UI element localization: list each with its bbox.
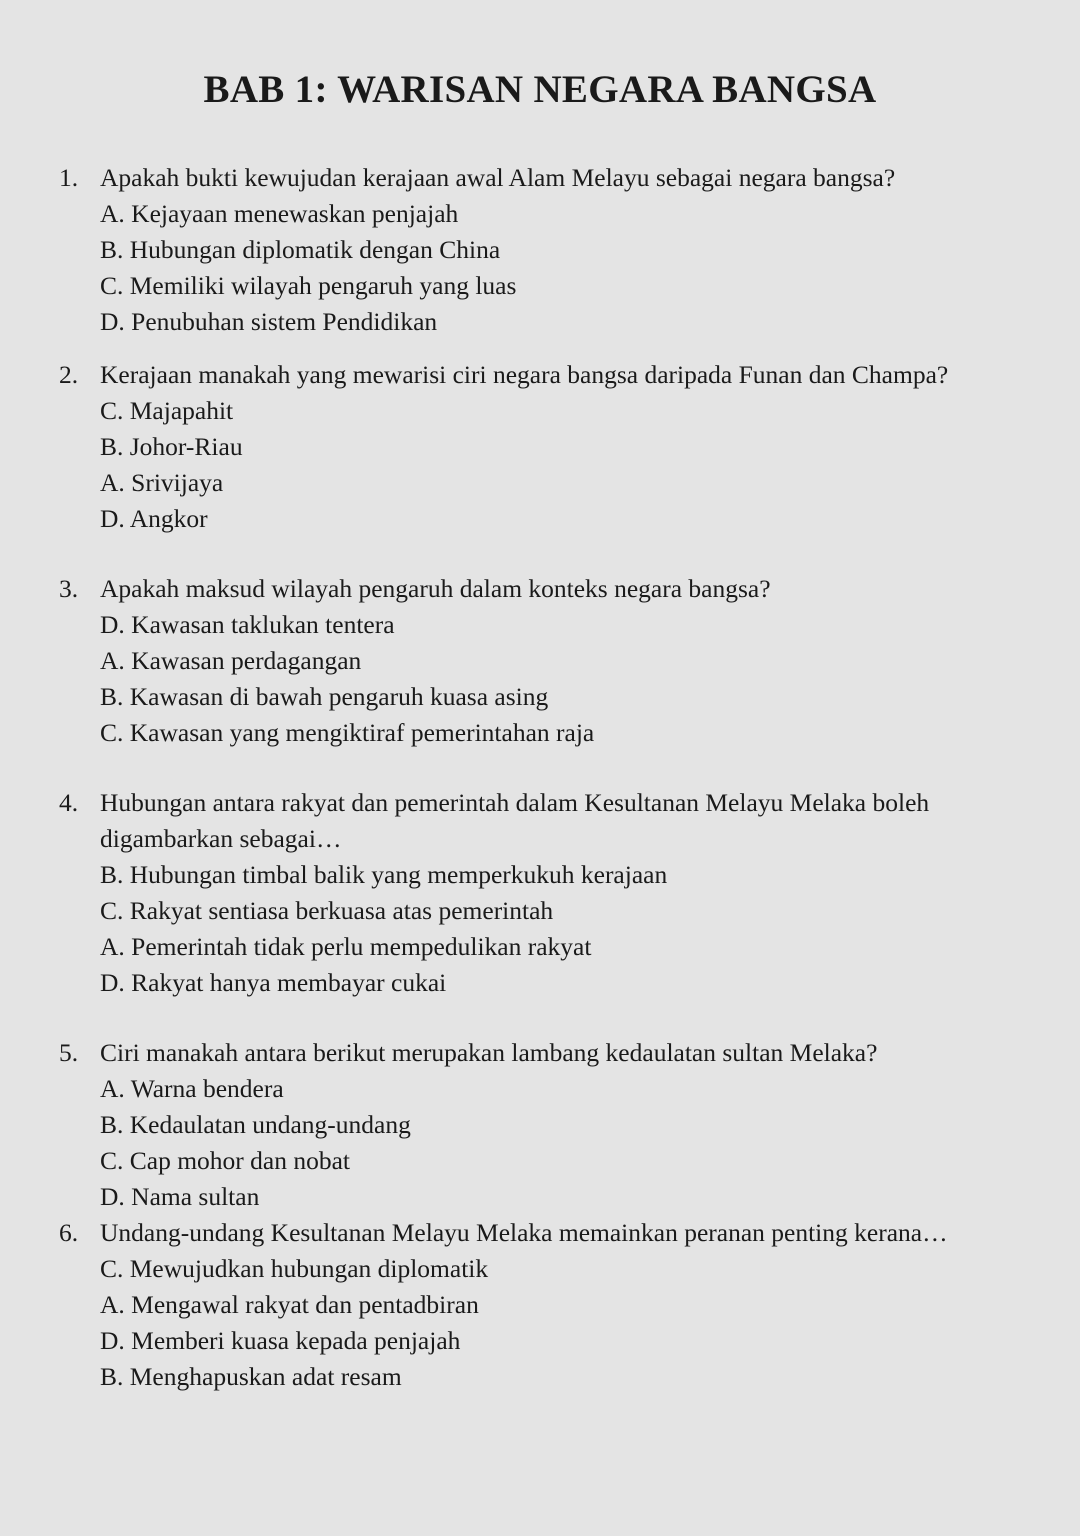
question-number: 4. [59,788,79,817]
question-2 [59,357,1040,537]
option-c: C. Rakyat sentiasa berkuasa atas pemerintah [100,896,554,925]
option-c: C. Mewujudkan hubungan diplomatik [100,1254,489,1283]
option-a: A. Kejayaan menewaskan penjajah [100,199,459,228]
option-list [100,607,1040,751]
option-d: D. Memberi kuasa kepada penjajah [100,1326,461,1355]
option-a: A. Kawasan perdagangan [100,646,362,675]
option-b: B. Johor-Riau [100,432,243,461]
option-list [100,857,1040,1001]
option-a: A. Pemerintah tidak perlu mempedulikan rakyat [100,932,592,961]
option-d: D. Nama sultan [100,1182,260,1211]
question-6 [59,1215,1040,1395]
option-b: B. Hubungan diplomatik dengan China [100,235,501,264]
option-d: D. Penubuhan sistem Pendidikan [100,307,438,336]
option-d: D. Kawasan taklukan tentera [100,610,395,639]
option-d: D. Angkor [100,504,208,533]
question-4 [59,785,1040,1001]
option-c: C. Majapahit [100,396,234,425]
option-list [100,1251,1040,1395]
question-number: 1. [59,163,79,192]
question-text: Ciri manakah antara berikut merupakan lambang kedaulatan sultan Melaka? [100,1038,878,1067]
option-a: A. Srivijaya [100,468,224,497]
page-title: BAB 1: WARISAN NEGARA BANGSA [203,68,877,111]
option-b: B. Kedaulatan undang-undang [100,1110,411,1139]
option-b: B. Hubungan timbal balik yang memperkukuh kerajaan [100,860,668,889]
question-text: Hubungan antara rakyat dan pemerintah dalam Kesultanan Melayu Melaka boleh digambarkan sebagai… [100,788,930,853]
question-5 [59,1035,1040,1215]
option-list [100,196,1040,340]
question-1 [59,160,1040,340]
question-number: 5. [59,1038,79,1067]
option-a: A. Warna bendera [100,1074,284,1103]
option-b: B. Kawasan di bawah pengaruh kuasa asing [100,682,549,711]
question-3 [59,571,1040,751]
option-c: C. Cap mohor dan nobat [100,1146,351,1175]
question-number: 2. [59,360,79,389]
option-c: C. Memiliki wilayah pengaruh yang luas [100,271,517,300]
question-text: Kerajaan manakah yang mewarisi ciri negara bangsa daripada Funan dan Champa? [100,360,949,389]
question-text: Apakah maksud wilayah pengaruh dalam konteks negara bangsa? [100,574,771,603]
question-text: Apakah bukti kewujudan kerajaan awal Alam Melayu sebagai negara bangsa? [100,163,896,192]
option-list [100,393,1040,537]
question-number: 3. [59,574,79,603]
option-b: B. Menghapuskan adat resam [100,1362,402,1391]
option-list [100,1071,1040,1215]
option-c: C. Kawasan yang mengiktiraf pemerintahan raja [100,718,595,747]
question-number: 6. [59,1218,79,1247]
option-a: A. Mengawal rakyat dan pentadbiran [100,1290,479,1319]
question-text: Undang-undang Kesultanan Melayu Melaka memainkan peranan penting kerana… [100,1218,948,1247]
option-d: D. Rakyat hanya membayar cukai [100,968,447,997]
